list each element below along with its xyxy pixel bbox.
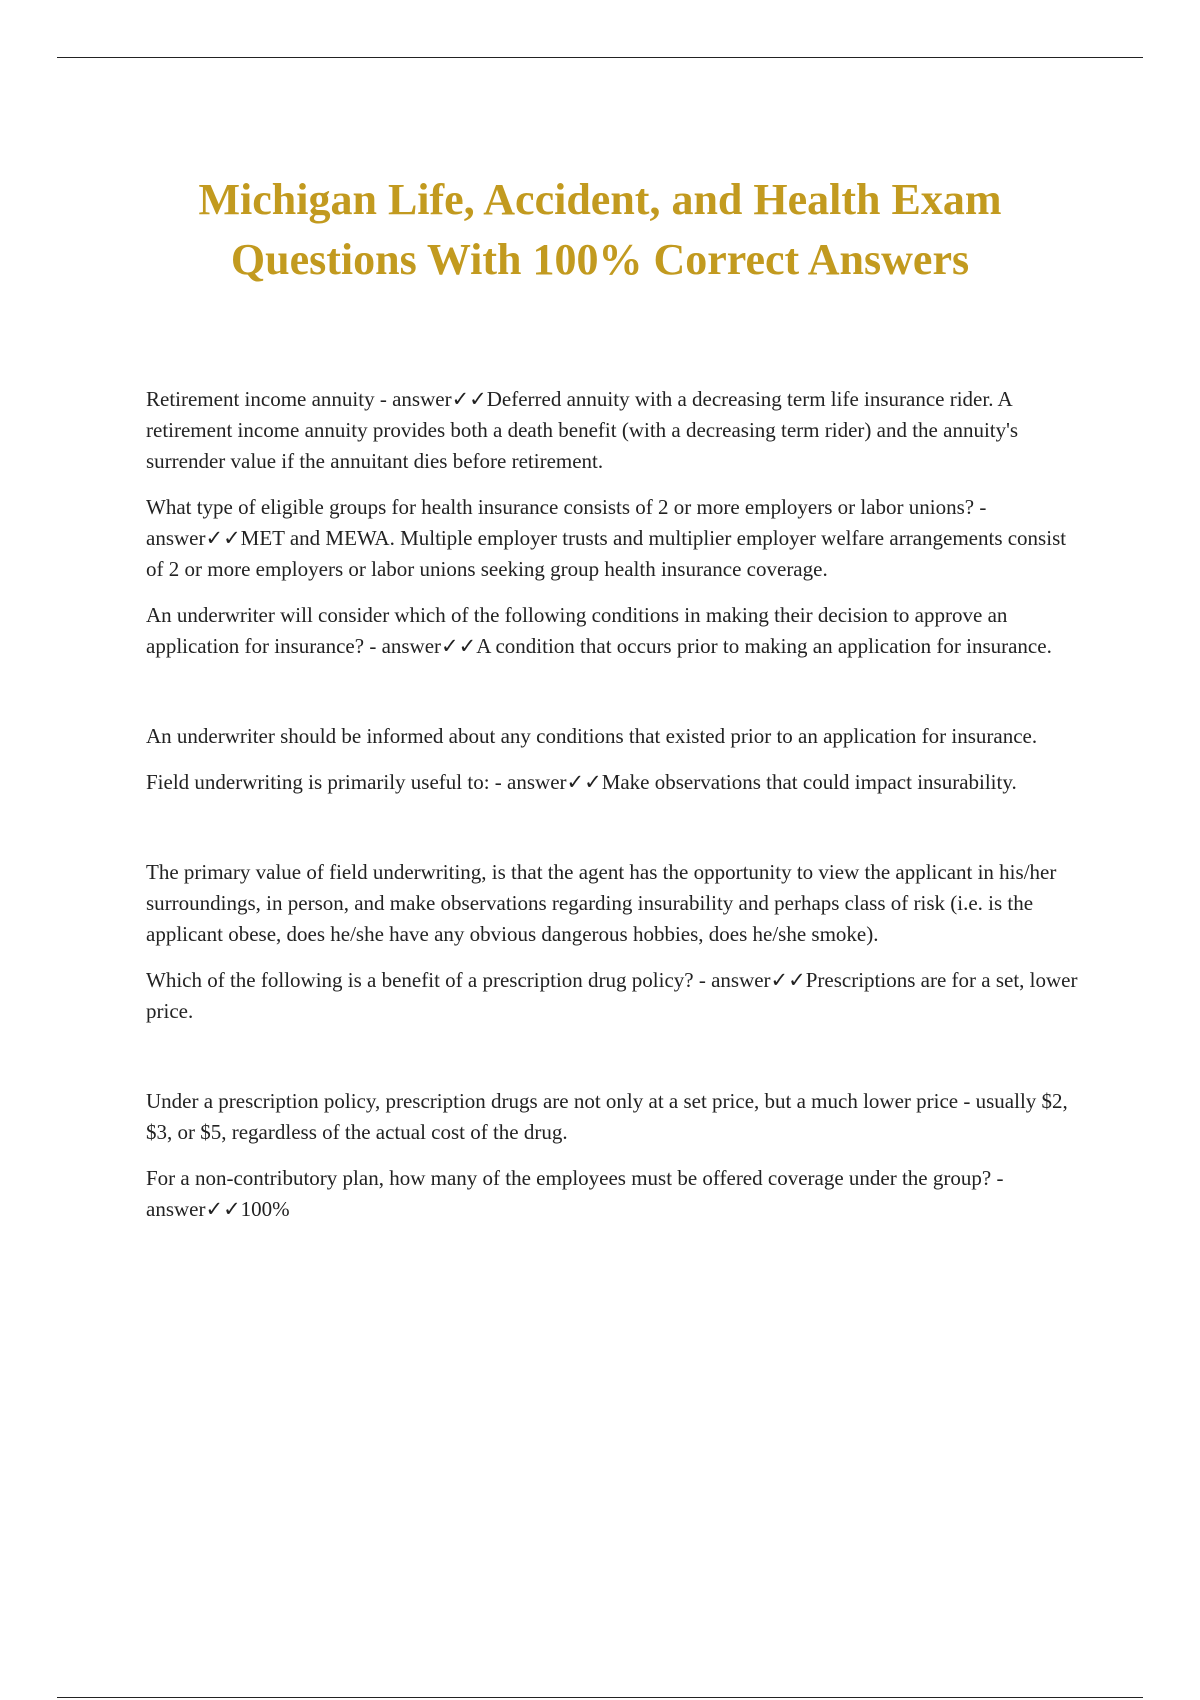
qa-retirement-income-annuity: Retirement income annuity - answer✓✓Deferred annuity with a decreasing term life insurance rider. A retirement income annuity provides both a death benefit (with a decreasing term rider) and the annuity's surrender value if the annuitant dies before retirement.: [146, 387, 1019, 473]
explanation-underwriter-conditions: An underwriter should be informed about any conditions that existed prior to an application for insurance.: [146, 724, 1038, 748]
qa-non-contributory-plan: For a non-contributory plan, how many of the employees must be offered coverage under the group? - answer✓✓100%: [146, 1166, 1004, 1221]
qa-underwriter-conditions: An underwriter will consider which of the following conditions in making their decision to approve an application for insurance? - answer✓✓A condition that occurs prior to making an application for insurance.: [146, 603, 1052, 658]
document-title: [100, 170, 1100, 290]
top-rule: [57, 57, 1143, 58]
qa-eligible-groups: What type of eligible groups for health insurance consists of 2 or more employers or labor unions? - answer✓✓MET and MEWA. Multiple employer trusts and multiplier employer welfare arrangements consist of 2 or more employers or labor unions seeking group health insurance coverage.: [146, 495, 1067, 581]
document-title-line-1: Michigan Life, Accident, and Health Exam: [198, 175, 1002, 224]
explanation-prescription-policy: Under a prescription policy, prescription drugs are not only at a set price, but a much lower price - usually $2, $3, or $5, regardless of the actual cost of the drug.: [146, 1089, 1068, 1144]
qa-prescription-drug-policy: Which of the following is a benefit of a prescription drug policy? - answer✓✓Prescriptions are for a set, lower price.: [146, 968, 1078, 1023]
bottom-rule: [57, 1697, 1143, 1698]
explanation-field-underwriting: The primary value of field underwriting, is that the agent has the opportunity to view the applicant in his/her surroundings, in person, and make observations regarding insurability and perhaps class of risk (i.e. is the applicant obese, does he/she have any obvious dangerous hobbies, does he/she smoke).: [146, 860, 1057, 946]
document-title-line-2: Questions With 100% Correct Answers: [230, 235, 970, 284]
qa-field-underwriting: Field underwriting is primarily useful to: - answer✓✓Make observations that could impact insurability.: [146, 770, 1017, 794]
document-body: [146, 384, 1086, 1225]
